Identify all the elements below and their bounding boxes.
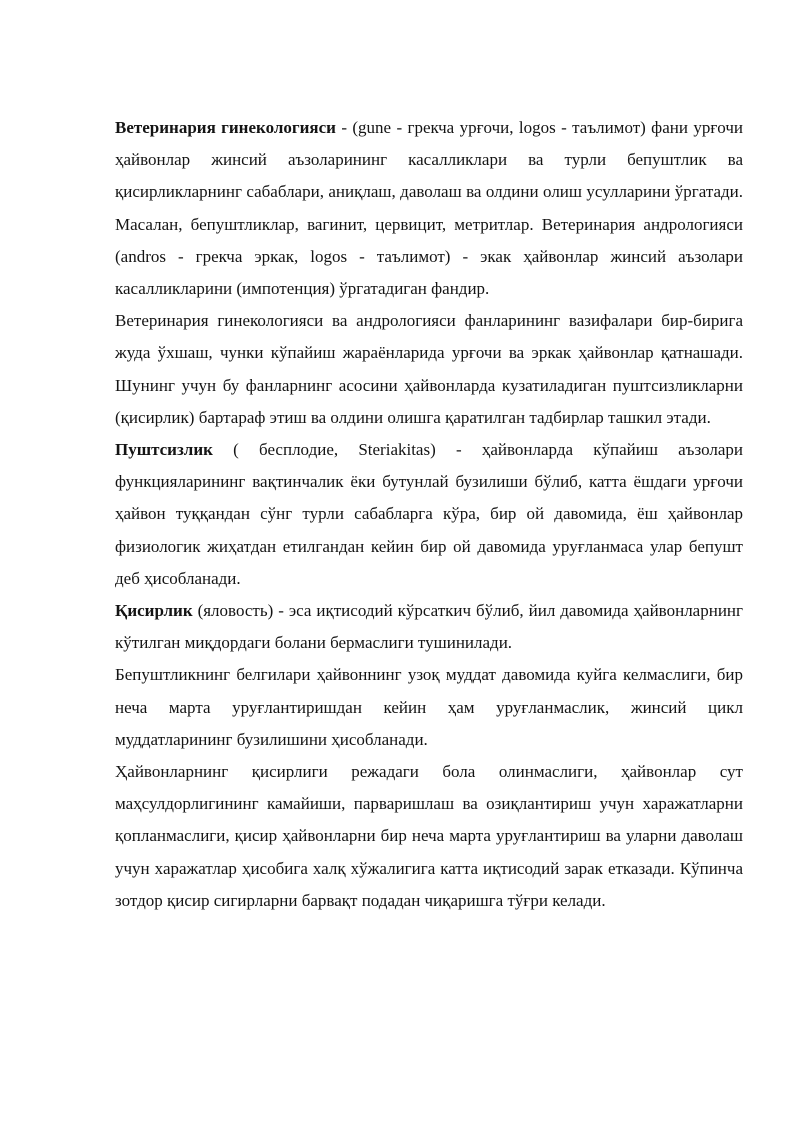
- paragraph-text: Ҳайвонларнинг қисирлиги режадаги бола олинмаслиги, ҳайвонлар сут маҳсулдорлигининг камайиши, парваришлаш ва озиқлантириш учун харажатларни қопланмаслиги, қисир ҳайвонларни бир неча марта уруғлантириш ва уларни даволаш учун харажатлар ҳисобига халқ хўжалигига катта иқтисодий зарак етказади. Кўпинча зотдор қисир сигирларни барвақт подадан чиқаришга тўғри келади.: [115, 762, 743, 910]
- paragraph-text: Бепуштликнинг белгилари ҳайвоннинг узоқ муддат давомида куйга келмаслиги, бир неча марта уруғлантиришдан кейин ҳам уруғланмаслик, жинсий цикл муддатларининг бузилишини ҳисобланади.: [115, 665, 743, 749]
- term-barrenness: Қисирлик: [115, 601, 193, 621]
- paragraph-text: Ветеринария гинекологияси ва андрологияси фанларининг вазифалари бир-бирига жуда ўхшаш, чунки кўпайиш жараёнларида урғочи ва эркак ҳайвонлар қатнашади. Шунинг учун бу фанларнинг асосини ҳайвонларда кузатиладиган пуштсизликларни (қисирлик) бартараф этиш ва олдини олишга қаратилган тадбирлар ташкил этади.: [115, 311, 743, 427]
- paragraph-text: - (gune - грекча урғочи, logos - таълимот) фани урғочи ҳайвонлар жинсий аъзоларининг касалликлари ва турли бепуштлик ва қисирликларнинг сабаблари, аниқлаш, даволаш ва олдини олиш усулларини ўргатади. Масалан, бепуштликлар, вагинит, цервицит, метритлар. Ветеринария андрологияси (andros - грекча эркак, logos - таълимот) - экак ҳайвонлар жинсий аъзолари касалликларини (импотенция) ўргатадиган фандир.: [115, 118, 743, 299]
- paragraph-gynecology-definition: [115, 112, 743, 305]
- paragraph-infertility-signs: [115, 659, 743, 756]
- term-veterinary-gynecology: Ветеринария гинекологияси: [115, 118, 336, 137]
- paragraph-infertility-definition: [115, 434, 743, 595]
- document-body: [115, 112, 743, 917]
- paragraph-text: (яловость) - эса иқтисодий кўрсаткич бўлиб, йил давомида ҳайвонларнинг кўтилган миқдордаги болани бермаслиги тушинилади.: [115, 601, 743, 653]
- paragraph-economic-damage: [115, 756, 743, 917]
- paragraph-text: ( бесплодие, Steriakitas) - ҳайвонларда кўпайиш аъзолари функцияларининг вақтинчалик ёки бутунлай бузилиши бўлиб, катта ёшдаги урғочи ҳайвон туққандан сўнг турли сабабларга кўра, бир ой давомида, ёш ҳайвонлар физиологик жиҳатдан етилгандан кейин бир ой давомида уруғланмаса улар бепушт деб ҳисобланади.: [115, 440, 743, 588]
- paragraph-tasks: [115, 305, 743, 434]
- paragraph-barrenness-definition: [115, 595, 743, 659]
- term-infertility: Пуштсизлик: [115, 440, 213, 460]
